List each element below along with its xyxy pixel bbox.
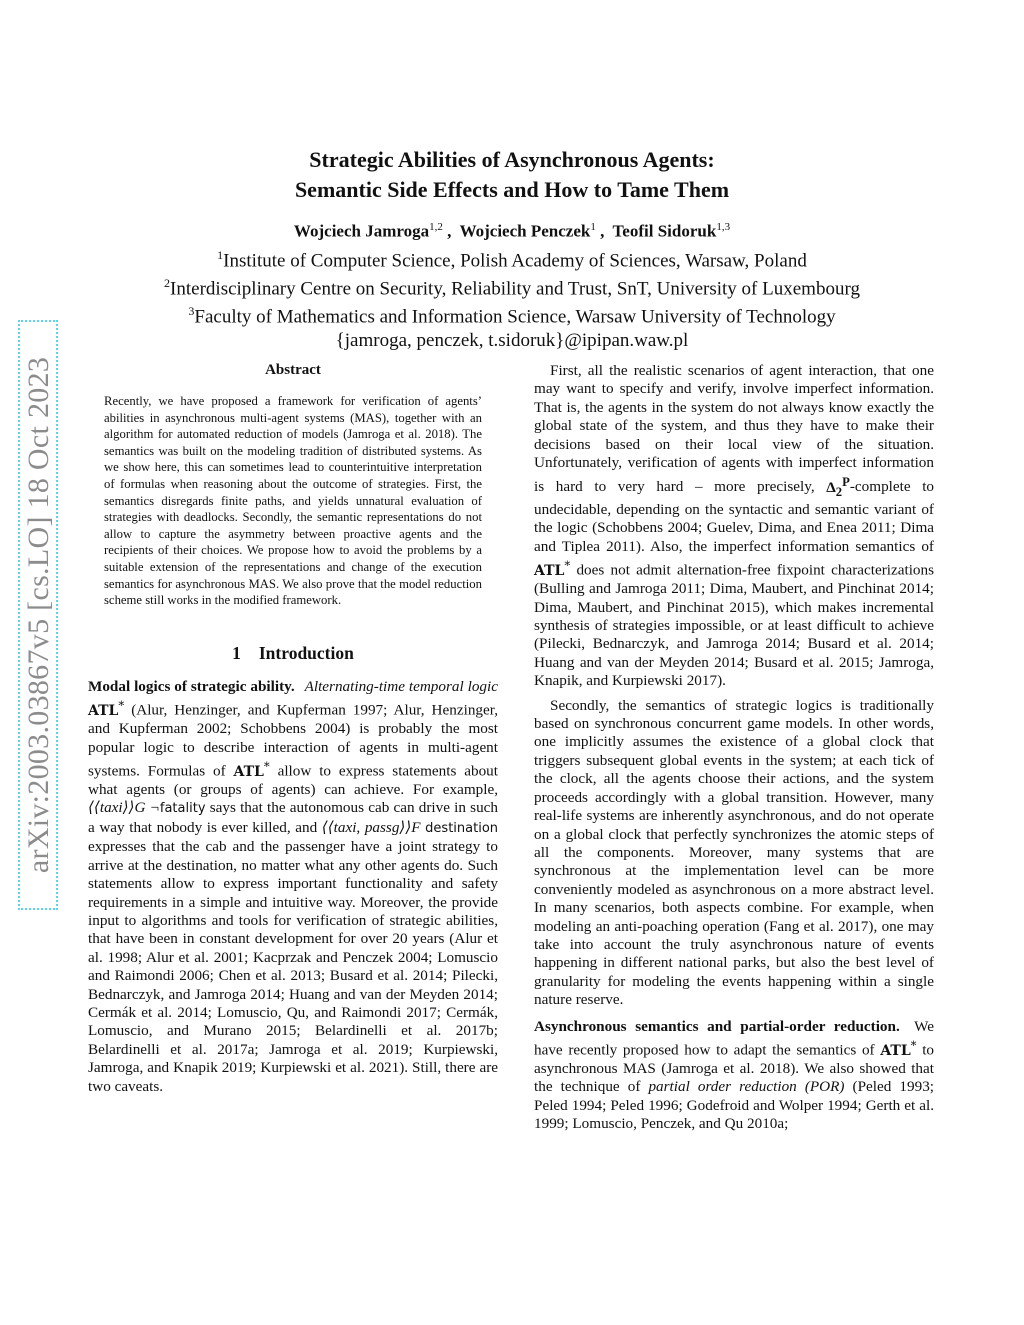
paragraph-runin-heading: Modal logics of strategic ability. (88, 677, 295, 695)
paper-title-line-2: Semantic Side Effects and How to Tame Them (294, 177, 730, 202)
paragraph-text: (Peled 1993; Peled 1994; Peled 1996; Godefroid and Wolper 1994; Gerth et al. 1999; Lomuscio, Penczek, and Qu 2010a; (534, 1078, 935, 1133)
proposition-fatality: fatality (159, 801, 206, 817)
affiliation-text: Institute of Computer Science, Polish Academy of Sciences, Warsaw, Poland (223, 249, 807, 271)
section-title: Introduction (258, 642, 354, 663)
author-affiliation-mark: 1 (590, 221, 596, 233)
intro-paragraph-2 (534, 362, 934, 691)
paragraph-text: to asynchronous MAS (Jamroga et al. 2018). We also showed that the technique of (534, 1041, 935, 1096)
paragraph-text: expresses that the cab and the passenger have a joint strategy to arrive at the destination, no matter what any other agents do. Such statements allow to express important functionality and safety requirements in a simple and intuitive way. Moreover, the provide input to algorithms and tools for verification of strategic abilities, that have been in constant development for over 20 years (Alur et al. 1998; Alur et al. 2001; Kacprzak and Penczek 2004; Lomuscio and Raimondi 2006; Chen et al. 2013; Busard et al. 2014; Pilecki, Bednarczyk, and Jamroga 2014; Huang and van der Meyden 2014; Cermák et al. 2014; Lomuscio, Qu, and Raimondi 2017; Cermák, Lomuscio, and Murano 2015; Belardinelli et al. 2017b; Belardinelli et al. 2017a; Jamroga et al. 2019; Kurpiewski, Jamroga, and Knapik 2019; Kurpiewski et al. 2021). Still, there are two caveats. (88, 838, 498, 1095)
section-heading-introduction (88, 643, 498, 664)
affiliation (100, 272, 924, 300)
term-por: partial order reduction (POR) (648, 1078, 845, 1096)
section-number: 1 (232, 642, 241, 663)
intro-paragraph-4 (534, 1018, 934, 1134)
author-emails[interactable]: {jamroga, penczek, t.sidoruk}@ipipan.waw.pl (335, 329, 689, 351)
right-column (534, 362, 934, 1134)
atl-star-symbol: ATL* (88, 698, 125, 719)
paragraph-runin-heading: Asynchronous semantics and partial-order reduction. (534, 1017, 900, 1035)
affiliation-mark: 2 (164, 275, 171, 290)
affiliation-mark: 1 (217, 247, 224, 262)
paper-title-line-1: Strategic Abilities of Asynchronous Agents: (309, 147, 715, 172)
complexity-class-delta: $\Delta_2^P$ (826, 474, 850, 499)
paragraph-text: says that the autonomous cab can drive in such a way that nobody is ever killed, and (88, 799, 498, 836)
paragraph-text: First, all the realistic scenarios of agent interaction, that one may want to specify and verify, involve imperfect information. That is, the agents in the system do not always know exactly the global state of the system, and thus they have to make their decisions based on their local view of the situation. Unfortunately, verification of agents with imperfect information is hard to very hard – more precisely, (534, 362, 934, 496)
affiliation-text: Interdisciplinary Centre on Security, Reliability and Trust, SnT, University of Luxembourg (170, 278, 860, 300)
paragraph-text: allow to express statements about what agents (or groups of agents) can achieve. For example, (88, 762, 499, 799)
author-affiliation-mark: 1,3 (716, 221, 731, 233)
atl-star-symbol: ATL* (534, 558, 571, 579)
term-atl-star: Alternating-time temporal logic (304, 677, 498, 695)
affiliation (100, 300, 924, 328)
affiliation-mark: 3 (188, 304, 195, 319)
paragraph-text: -complete to undecidable, depending on the syntactic and semantic variant of the logic (Schobbens 2004; Guelev, Dima, and Enea 2011; Dima and Tiplea 2011). Also, the imperfect information semantics of (534, 478, 935, 555)
intro-paragraph-1 (88, 678, 498, 1096)
affiliation (100, 244, 924, 272)
formula-taxi-passenger: ⟨⟨taxi, passg⟩⟩F (321, 818, 421, 836)
author-name: Wojciech Penczek (459, 221, 591, 241)
proposition-destination: destination (425, 820, 499, 836)
author-list: Wojciech Jamroga$^{1,2}$ , Wojciech Penczek$^1$ , Teofil Sidoruk$^{1,3}$ (293, 221, 731, 241)
author-name: Teofil Sidoruk (612, 221, 717, 241)
paragraph-text: We have recently proposed how to adapt the semantics of (534, 1017, 934, 1059)
title-block (100, 145, 924, 352)
author-name: Wojciech Jamroga (293, 221, 430, 241)
paragraph-text: (Alur, Henzinger, and Kupferman 1997; Alur, Henzinger, and Kupferman 2002; Schobbens 2004) is probably the most popular logic to describe interaction of agents in multi-agent systems. Formulas of (88, 701, 498, 780)
atl-star-symbol: ATL* (880, 1037, 917, 1059)
atl-star-symbol: ATL* (233, 759, 270, 780)
arxiv-identifier[interactable]: arXiv:2003.03867v5 [cs.LO] 18 Oct 2023 (22, 356, 55, 874)
arxiv-stamp (14, 320, 64, 910)
abstract-heading: Abstract (265, 362, 321, 378)
formula-taxi-safety: ⟨⟨taxi⟩⟩G ¬ (88, 799, 160, 817)
left-column (88, 362, 498, 1096)
intro-paragraph-3: Secondly, the semantics of strategic logics is traditionally based on synchronous concurrent game models. In other words, one implicitly assumes the existence of a global clock that triggers subsequent global events in the system; at each tick of the clock, all the agents choose their actions, and the system proceeds accordingly with a global transition. However, many real-life systems are inherently asynchronous, and do not operate on a global clock that perfectly synchronizes the atomic steps of all the components. Moreover, many systems that are synchronous at the implementation level can be more conveniently modeled as asynchronous on a more abstract level. In many scenarios, both aspects combine. For example, when modeling an anti-poaching operation (Fang et al. 2017), one may take into account the truly asynchronous nature of events happening in different national parks, but also the best level of granularity for modeling the events happening within a single nature reserve. (534, 696, 934, 1009)
abstract-text: Recently, we have proposed a framework for verification of agents’ abilities in asynchronous multi-agent systems (MAS), together with an algorithm for automated reduction of models (Jamroga et al. 2018). The semantics was built on the modeling tradition of distributed systems. As we show here, this can sometimes lead to counterintuitive interpretation of formulas when reasoning about the outcome of strategies. First, the semantics disregards finite paths, and yields unnatural evaluation of strategies with deadlocks. Secondly, the semantic representations do not allow to capture the asymmetry between proactive agents and the recipients of their choices. We propose how to avoid the problems by a suitable extension of the representations and change of the execution semantics for asynchronous MAS. We also prove that the model reduction scheme still works in the modified framework. (104, 394, 482, 608)
affiliation-text: Faculty of Mathematics and Information Science, Warsaw University of Technology (194, 306, 836, 328)
paragraph-text: does not admit alternation-free fixpoint characterizations (Bulling and Jamroga 2011; Dima, Maubert, and Pinchinat 2014; Dima, Maubert, and Pinchinat 2015), which makes incremental synthesis of strategies impossible, or at least difficult to achieve (Pilecki, Bednarczyk, and Jamroga 2014; Busard et al. 2014; Huang and van der Meyden 2014; Busard et al. 2015; Jamroga, Knapik, and Kurpiewski 2017). (534, 561, 935, 690)
author-affiliation-mark: 1,2 (429, 221, 443, 233)
